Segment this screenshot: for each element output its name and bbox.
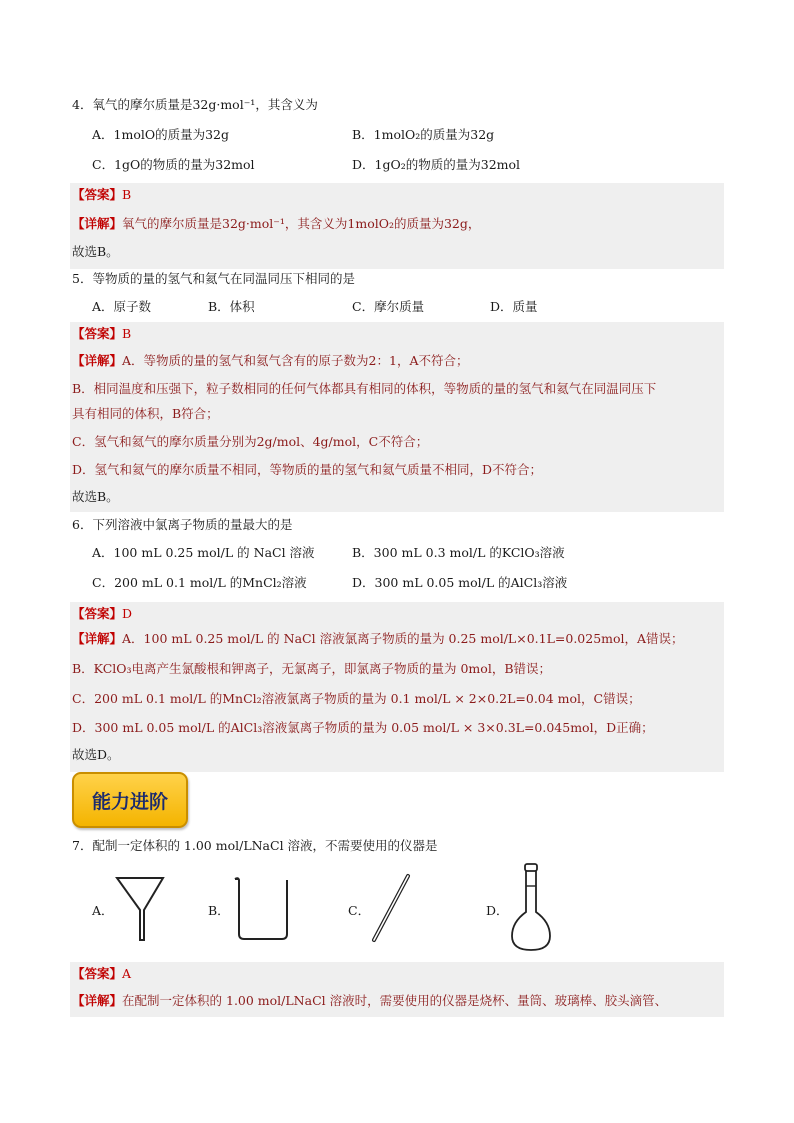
q6-detail-1 (72, 630, 684, 648)
q4-option-d: D．1gO₂的物质的量为32mol (352, 157, 521, 172)
funnel-icon (114, 874, 166, 944)
q6-option-a: A．100 mL 0.25 mol/L 的 NaCl 溶液 (92, 545, 315, 560)
q5-answer (72, 325, 131, 343)
q4-option-c: C．1gO的物质的量为32mol (92, 157, 255, 172)
q6-detail-2: B．KClO₃电离产生氯酸根和钾离子，无氯离子，即氯离子物质的量为 0mol，B错误； (72, 661, 551, 676)
answer-value: B (122, 187, 132, 202)
answer-label: 【答案】 (72, 966, 123, 981)
q5-option-b: B．体积 (208, 299, 255, 314)
detail-label: 【详解】 (72, 993, 123, 1008)
q4-option-a: A．1molO的质量为32g (92, 127, 230, 142)
q5-detail-1 (72, 352, 468, 370)
q4-answer (72, 186, 131, 204)
detail-text: A．100 mL 0.25 mol/L 的 NaCl 溶液氯离子物质的量为 0.25 mol/L×0.1L=0.025mol，A错误； (122, 631, 684, 646)
answer-value: A (122, 966, 132, 981)
volumetric-flask-icon (508, 862, 554, 954)
detail-text: 在配制一定体积的 1.00 mol/LNaCl 溶液时，需要使用的仪器是烧杯、量筒、玻璃棒、胶头滴管、 (122, 993, 668, 1008)
q7-answer (72, 965, 131, 983)
answer-label: 【答案】 (72, 326, 123, 341)
detail-label: 【详解】 (72, 631, 123, 646)
q7-option-c: C． (348, 903, 371, 918)
detail-text: A．等物质的量的氢气和氦气含有的原子数为2：1，A不符合； (122, 353, 469, 368)
q6-conclusion: 故选D。 (72, 747, 120, 762)
answer-label: 【答案】 (72, 606, 123, 621)
q6-answer-panel (70, 602, 724, 772)
q7-stem: 7．配制一定体积的 1.00 mol/LNaCl 溶液，不需要使用的仪器是 (72, 838, 438, 853)
q6-option-d: D．300 mL 0.05 mol/L 的AlCl₃溶液 (352, 575, 568, 590)
answer-value: D (122, 606, 133, 621)
q5-option-d: D．质量 (490, 299, 538, 314)
q5-detail-2a: B．相同温度和压强下，粒子数相同的任何气体都具有相同的体积，等物质的量的氢气和氦气在同温同压下 (72, 381, 657, 396)
answer-value: B (122, 326, 132, 341)
q5-detail-2b: 具有相同的体积，B符合； (72, 406, 219, 421)
section-badge: 能力进阶 (72, 772, 188, 828)
q7-option-d: D． (486, 903, 509, 918)
detail-label: 【详解】 (72, 216, 123, 231)
q5-option-a: A．原子数 (92, 299, 152, 314)
q6-stem: 6．下列溶液中氯离子物质的量最大的是 (72, 517, 293, 532)
q5-detail-4: D．氢气和氦气的摩尔质量不相同，等物质的量的氢气和氦气质量不相同，D不符合； (72, 462, 543, 477)
q5-conclusion: 故选B。 (72, 489, 119, 504)
q6-option-c: C．200 mL 0.1 mol/L 的MnCl₂溶液 (92, 575, 307, 590)
beaker-icon (232, 874, 294, 942)
q4-stem: 4．氧气的摩尔质量是32g·mol⁻¹，其含义为 (72, 97, 318, 112)
q5-stem: 5．等物质的量的氢气和氦气在同温同压下相同的是 (72, 271, 355, 286)
detail-text: 氧气的摩尔质量是32g·mol⁻¹，其含义为1molO₂的质量为32g， (122, 216, 481, 231)
q6-detail-4: D．300 mL 0.05 mol/L 的AlCl₃溶液氯离子物质的量为 0.05 mol/L × 3×0.3L=0.045mol，D正确； (72, 720, 654, 735)
q7-option-b: B． (208, 903, 230, 918)
q6-option-b: B．300 mL 0.3 mol/L 的KClO₃溶液 (352, 545, 565, 560)
q7-option-a: A． (92, 903, 114, 918)
detail-label: 【详解】 (72, 353, 123, 368)
q5-detail-3: C．氢气和氦气的摩尔质量分别为2g/mol、4g/mol，C不符合； (72, 434, 429, 449)
q4-conclusion: 故选B。 (72, 244, 119, 259)
q5-option-c: C．摩尔质量 (352, 299, 425, 314)
q4-option-b: B．1molO₂的质量为32g (352, 127, 495, 142)
q4-detail (72, 215, 480, 233)
q7-detail (72, 992, 667, 1010)
q6-answer (72, 605, 132, 623)
answer-label: 【答案】 (72, 187, 123, 202)
q6-detail-3: C．200 mL 0.1 mol/L 的MnCl₂溶液氯离子物质的量为 0.1 mol/L × 2×0.2L=0.04 mol，C错误； (72, 691, 641, 706)
glass-rod-icon (368, 872, 414, 944)
